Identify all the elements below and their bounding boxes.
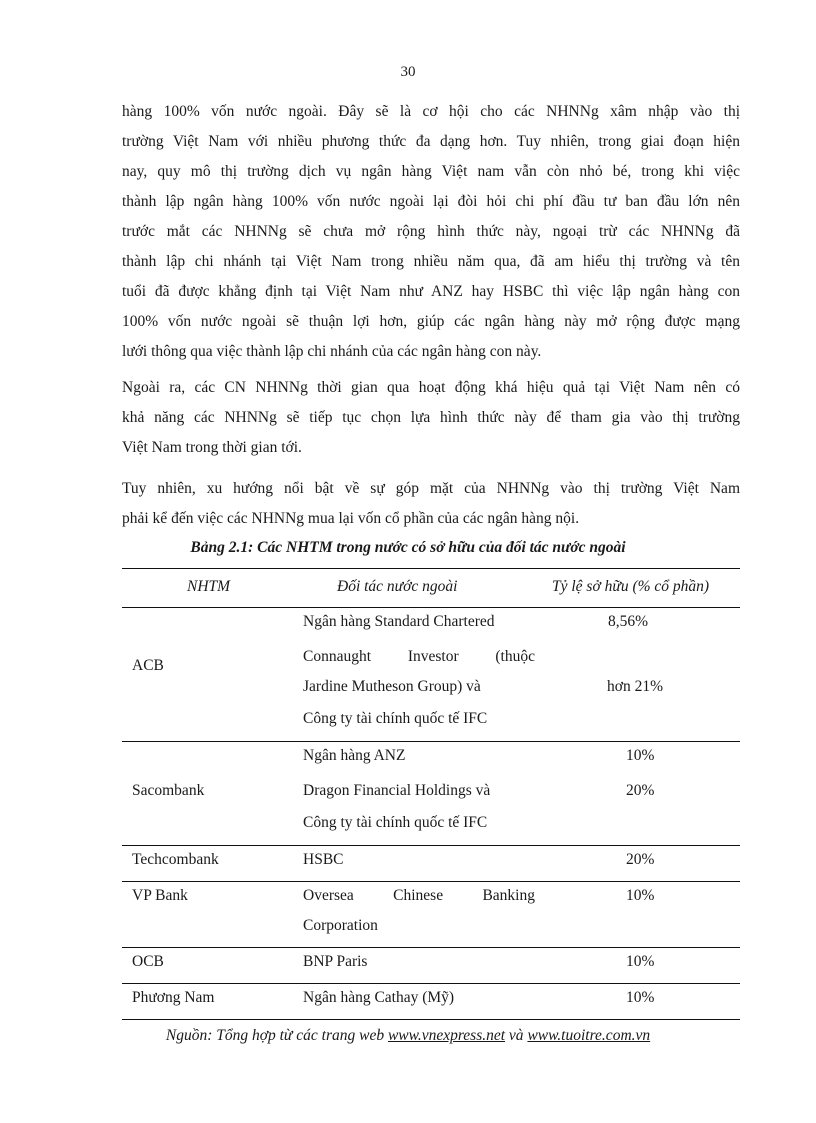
cell-share: 10% <box>626 747 655 764</box>
table-rule <box>122 845 740 846</box>
cell-share: hơn 21% <box>607 678 663 695</box>
table-rule <box>122 1019 740 1020</box>
cell-bank: Techcombank <box>132 851 219 868</box>
text-line: tuổi đã được khẳng định tại Việt Nam như ANZ hay HSBC thì việc lập ngân hàng con <box>122 283 740 300</box>
cell-partner-line: Công ty tài chính quốc tế IFC <box>303 710 488 727</box>
source-middle: và <box>505 1027 528 1044</box>
header-share: Tỷ lệ sở hữu (% cổ phần) <box>552 578 710 595</box>
table-rule <box>122 741 740 742</box>
table-rule <box>122 947 740 948</box>
cell-partner-line: Ngân hàng ANZ <box>303 747 406 764</box>
text-line: nay, quy mô thị trường dịch vụ ngân hàng Việt nam vẫn còn nhỏ bé, trong khi việc <box>122 163 740 180</box>
cell-share: 10% <box>626 887 655 904</box>
text-line: lưới thông qua việc thành lập chi nhánh của các ngân hàng con này. <box>122 343 542 360</box>
text-line: thành lập chi nhánh tại Việt Nam trong nhiều năm qua, đã am hiểu thị trường và tên <box>122 253 740 270</box>
source-note <box>0 1027 816 1045</box>
text-line: 100% vốn nước ngoài sẽ thuận lợi hơn, giúp các ngân hàng này mở rộng được mạng <box>122 313 740 330</box>
table-rule <box>122 568 740 569</box>
cell-share: 20% <box>626 782 655 799</box>
cell-share: 8,56% <box>608 613 649 630</box>
text-line: Ngoài ra, các CN NHNNg thời gian qua hoạt động khá hiệu quả tại Việt Nam nên có <box>122 379 740 396</box>
cell-partner-line: Ngân hàng Cathay (Mỹ) <box>303 989 455 1006</box>
text-line: trường Việt Nam với nhiều phương thức đa dạng hơn. Tuy nhiên, trong giai đoạn hiện <box>122 133 740 150</box>
cell-partner-line: Jardine Mutheson Group) và <box>303 678 481 695</box>
cell-partner-line: Ngân hàng Standard Chartered <box>303 613 495 630</box>
cell-partner-line: Oversea Chinese Banking <box>303 887 535 904</box>
text-line: trước mắt các NHNNg sẽ chưa mở rộng hình thức này, ngoại trừ các NHNNg đã <box>122 223 740 240</box>
cell-bank: Phương Nam <box>132 989 215 1006</box>
paragraph-1 <box>122 97 740 367</box>
cell-share: 10% <box>626 953 655 970</box>
paragraph-2 <box>122 373 740 463</box>
cell-bank: ACB <box>132 657 164 674</box>
page-number: 30 <box>400 64 416 80</box>
text-line: Việt Nam trong thời gian tới. <box>122 439 302 456</box>
text-line: phải kể đến việc các NHNNg mua lại vốn cổ phần của các ngân hàng nội. <box>122 510 580 527</box>
table-rule <box>122 983 740 984</box>
cell-partner-line: HSBC <box>303 851 344 868</box>
source-prefix: Nguồn: Tổng hợp từ các trang web <box>165 1027 388 1044</box>
cell-partner-line: Corporation <box>303 917 378 934</box>
cell-bank: OCB <box>132 953 164 970</box>
text-line: Tuy nhiên, xu hướng nổi bật về sự góp mặt của NHNNg vào thị trường Việt Nam <box>122 480 740 497</box>
cell-partner-line: Connaught Investor (thuộc <box>303 648 535 665</box>
table-rule <box>122 881 740 882</box>
text-line: hàng 100% vốn nước ngoài. Đây sẽ là cơ hội cho các NHNNg xâm nhập vào thị <box>122 103 740 120</box>
cell-bank: Sacombank <box>132 782 205 799</box>
cell-bank: VP Bank <box>132 887 188 904</box>
cell-partner-line: Công ty tài chính quốc tế IFC <box>303 814 488 831</box>
table-caption: Bảng 2.1: Các NHTM trong nước có sở hữu của đối tác nước ngoài <box>190 539 626 556</box>
text-line: khả năng các NHNNg sẽ tiếp tục chọn lựa hình thức này để tham gia vào thị trường <box>122 409 740 426</box>
cell-share: 10% <box>626 989 655 1006</box>
source-link-vnexpress[interactable]: www.vnexpress.net <box>387 1027 506 1044</box>
paragraph-3 <box>122 474 740 534</box>
cell-partner-line: BNP Paris <box>303 953 368 970</box>
header-partner: Đối tác nước ngoài <box>337 578 458 595</box>
source-link-tuoitre[interactable]: www.tuoitre.com.vn <box>527 1027 651 1044</box>
header-bank: NHTM <box>187 578 231 595</box>
table-rule <box>122 607 740 608</box>
text-line: thành lập ngân hàng 100% vốn nước ngoài lại đòi hỏi chi phí đầu tư ban đầu lớn nên <box>122 193 740 210</box>
cell-share: 20% <box>626 851 655 868</box>
cell-partner-line: Dragon Financial Holdings và <box>303 782 491 799</box>
